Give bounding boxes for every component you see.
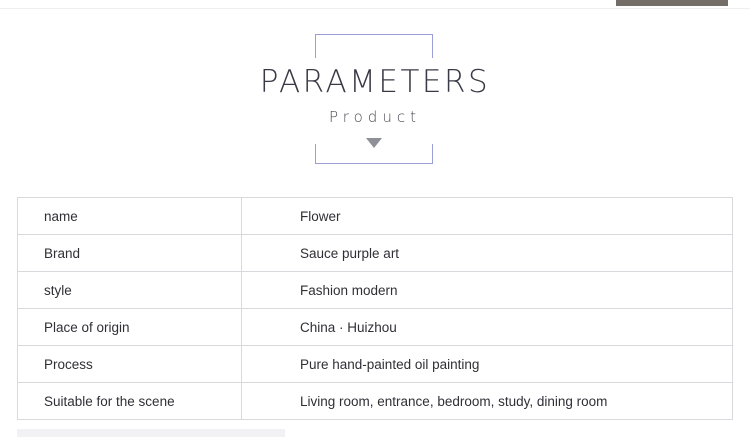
row-label: Suitable for the scene: [18, 383, 242, 420]
row-value: Living room, entrance, bedroom, study, dining room: [242, 383, 733, 420]
table-row: [18, 272, 733, 309]
row-value: Flower: [242, 198, 733, 235]
table-row: [18, 235, 733, 272]
row-value: China · Huizhou: [242, 309, 733, 346]
page-title: PARAMETERS: [259, 64, 491, 100]
row-label: name: [18, 198, 242, 235]
table-row: [18, 198, 733, 235]
row-label: style: [18, 272, 242, 309]
row-value: Fashion modern: [242, 272, 733, 309]
table-row: [18, 383, 733, 420]
row-value: Pure hand-painted oil painting: [242, 346, 733, 383]
top-strip-dark-band: [616, 0, 728, 6]
row-label: Brand: [18, 235, 242, 272]
row-value: Sauce purple art: [242, 235, 733, 272]
table-row: [18, 346, 733, 383]
row-label: Process: [18, 346, 242, 383]
page-header: [0, 28, 750, 173]
page-subtitle: Product: [329, 108, 421, 126]
row-label: Place of origin: [18, 309, 242, 346]
triangle-down-icon: [366, 138, 382, 148]
parameters-table-body: [18, 198, 733, 420]
bottom-decorative-strip: [17, 429, 285, 437]
top-decorative-strip: [0, 0, 750, 9]
top-strip-hairline: [0, 8, 750, 9]
table-row: [18, 309, 733, 346]
parameters-table: [17, 197, 733, 420]
